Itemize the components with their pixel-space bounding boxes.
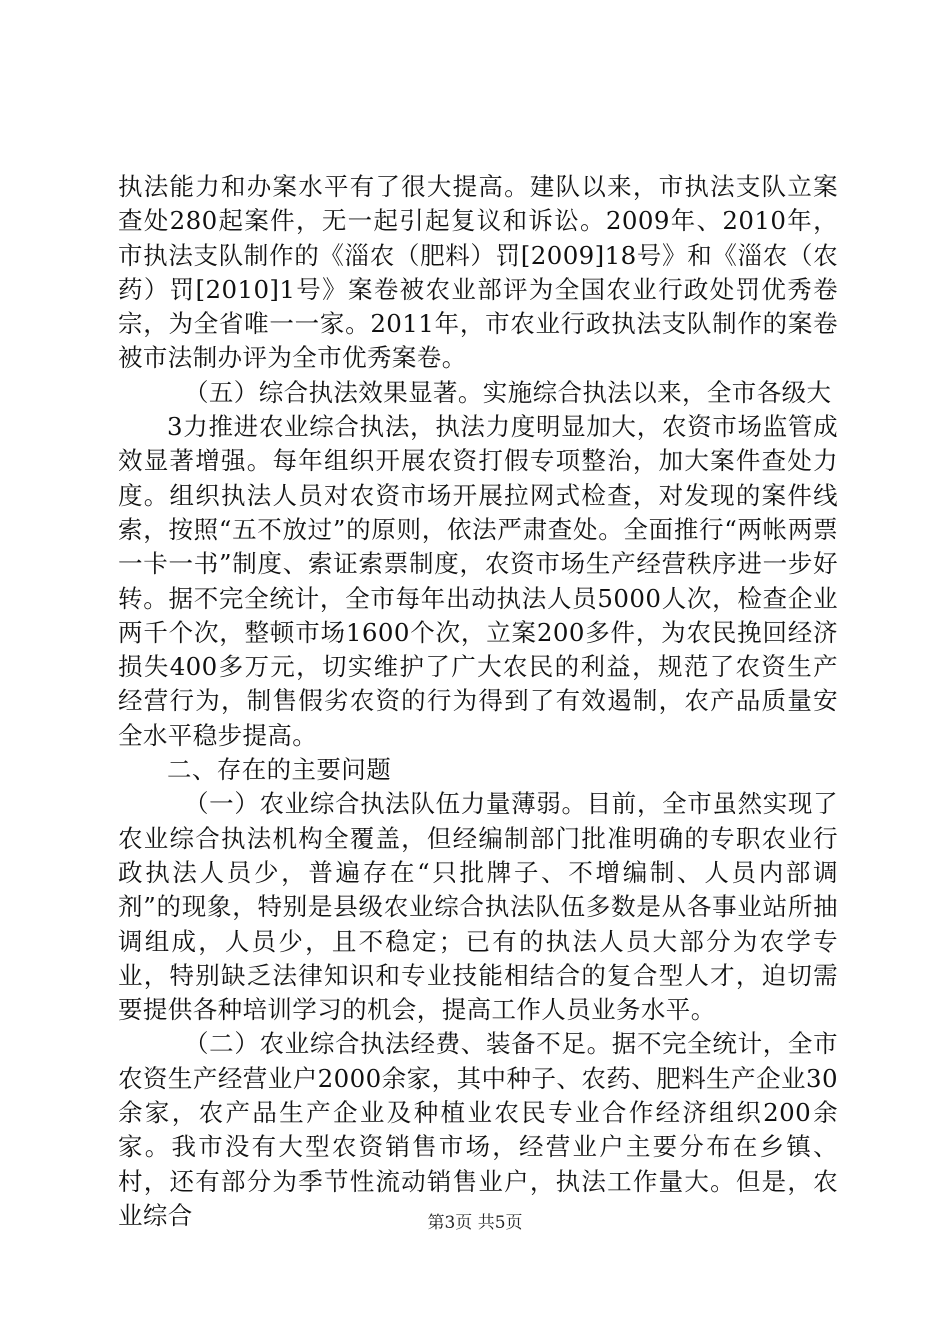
- section-heading-main-problems: 二、存在的主要问题: [167, 755, 392, 785]
- paragraph-problem-one: （一）农业综合执法队伍力量薄弱。目前，全市虽然实现了农业综合执法机构全覆盖，但经编制部门批准明确的专职农业行政执法人员少，普遍存在“只批牌子、不增编制、人员内部调剂”的现象，特别是县级农业综合执法队伍多数是从各事业站所抽调组成，人员少，且不稳定；已有的执法人员大部分为农学专业，特别缺乏法律知识和专业技能相结合的复合型人才，迫切需要提供各种培训学习的机会，提高工作人员业务水平。: [118, 789, 838, 1025]
- document-body: [118, 170, 838, 1233]
- paragraph-enforcement-results: 3力推进农业综合执法，执法力度明显加大，农资市场监管成效显著增强。每年组织开展农资打假专项整治，加大案件查处力度。组织执法人员对农资市场开展拉网式检查，对发现的案件线索，按照“五不放过”的原则，依法严肃查处。全面推行“两帐两票一卡一书”制度、索证索票制度，农资市场生产经营秩序进一步好转。据不完全统计，全市每年出动执法人员5000人次，检查企业两千个次，整顿市场1600个次，立案200多件，为农民挽回经济损失400多万元，切实维护了广大农民的利益，规范了农资生产经营行为，制售假劣农资的行为得到了有效遏制，农产品质量安全水平稳步提高。: [118, 412, 838, 750]
- paragraph-enforcement-capability: 执法能力和办案水平有了很大提高。建队以来，市执法支队立案查处280起案件，无一起引起复议和诉讼。2009年、2010年，市执法支队制作的《淄农（肥料）罚[2009]18号》和《淄农（农药）罚[2010]1号》案卷被农业部评为全国农业行政处罚优秀卷宗，为全省唯一一家。2011年，市农业行政执法支队制作的案卷被市法制办评为全市优秀案卷。: [118, 172, 838, 373]
- paragraph-problem-two: （二）农业综合执法经费、装备不足。据不完全统计，全市农资生产经营业户2000余家，其中种子、农药、肥料生产企业30余家，农产品生产企业及种植业农民专业合作经济组织200余家。我市没有大型农资销售市场，经营业户主要分布在乡镇、村，还有部分为季节性流动销售业户，执法工作量大。但是，农业综合: [118, 1029, 838, 1230]
- paragraph-section-five-heading: （五）综合执法效果显著。实施综合执法以来，全市各级大: [184, 377, 832, 407]
- page-footer: 第3页 共5页: [427, 1213, 523, 1233]
